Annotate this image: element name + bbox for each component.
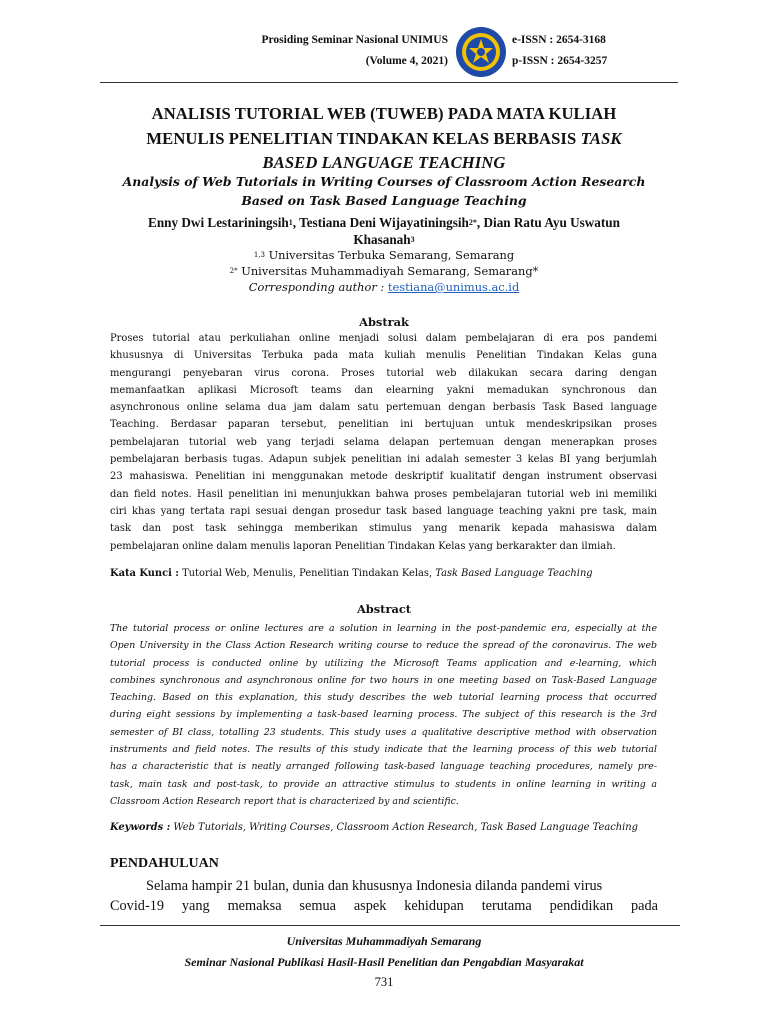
keywords-label: Keywords : — [110, 822, 171, 833]
abstrak-line: khususnya di Universitas Terbuka pada mata kuliah menulis Penelitian Tindakan Kelas guna — [110, 350, 657, 362]
abstrak-line: pembelajaran online dalam menulis laporan Penelitian Tindakan Kelas yang berkarakter dan ilmiah. — [110, 540, 616, 552]
abstrak-line: asynchronous online selama dua jam dalam satu pertemuan dengan berbasis Task Based language — [110, 402, 657, 414]
abstrak-line: dan field notes. Hasil penelitian ini menunjukkan bahwa proses pembelajaran tutorial web ini memiliki — [110, 488, 657, 500]
pendahuluan-body — [110, 876, 658, 916]
abstract-body — [110, 620, 657, 810]
header-left — [236, 30, 448, 72]
proceedings-name: Prosiding Seminar Nasional UNIMUS — [261, 34, 448, 46]
unimus-logo — [455, 26, 507, 78]
abstrak-line: memanfaatkan aplikasi Microsoft teams dan elearning yakni memadukan synchronous dan — [110, 384, 657, 396]
affiliation-1: $^{1,3}$ Universitas Terbuka Semarang, Semarang — [253, 248, 515, 262]
title-line-1: ANALISIS TUTORIAL WEB (TUWEB) PADA MATA KULIAH — [151, 104, 617, 123]
abstrak-line: mengurangi penyebaran virus corona. Proses tutorial web dilakukan secara daring dengan — [110, 367, 657, 379]
corresponding-author — [96, 279, 672, 295]
abstract-line: The tutorial process or online lectures are a solution in learning in the post-pandemic era, especially at the — [110, 623, 657, 634]
corresponding-label: Corresponding author : — [248, 280, 385, 294]
abstrak-line: Proses tutorial atau perkuliahan online menjadi solusi dalam pembelajaran di era pos pandemi — [110, 333, 657, 344]
footer-rule — [100, 925, 680, 926]
affiliation-2: $^{2*}$ Universitas Muhammadiyah Semarang, Semarang* — [229, 264, 539, 278]
page-number: 731 — [374, 975, 394, 989]
abstract-line: has a characteristic that is neatly arranged following task-based language teaching procedures, namely pre- — [110, 761, 657, 773]
paper-title — [96, 102, 672, 176]
kata-kunci-label: Kata Kunci : — [110, 568, 179, 579]
abstract-line: instruments and field notes. The results of this study indicate that the learning process of this web tutorial — [110, 744, 657, 756]
subtitle-line-1: Analysis of Web Tutorials in Writing Courses of Classroom Action Research — [122, 174, 646, 189]
author-3-cont: Khasanah — [353, 232, 411, 247]
abstrak-line: ciri khas yang tertata rapi sesuai dengan prosedur task based language teaching yakni pre task, main — [110, 505, 657, 517]
abstrak-line: task dan post task sehingga memberikan stimulus yang menarik kepada mahasiswa dalam — [110, 523, 657, 535]
header-right — [512, 30, 652, 72]
title-line-3: BASED LANGUAGE TEACHING — [262, 153, 506, 172]
abstract-heading: Abstract — [356, 602, 412, 616]
abstract-line: task, main task and post-task, to provide an attractive stimulus to students in online learning in writing a — [110, 778, 657, 790]
abstract-line: combines synchronous and asynchronous online for two hours in one meeting based on Task-Based Language — [110, 674, 657, 686]
volume-label: (Volume 4, 2021) — [365, 55, 448, 67]
abstrak-heading: Abstrak — [359, 315, 409, 329]
abstrak-line: 23 mahasiswa. Penelitian ini menggunakan metode deskriptif kualitatif dengan instrument observasi — [110, 471, 657, 483]
pendahuluan-heading: PENDAHULUAN — [110, 856, 219, 871]
abstrak-body — [110, 330, 657, 555]
kata-kunci: Kata Kunci : Tutorial Web, Menulis, Penelitian Tindakan Kelas, Task Based Language Teaching — [110, 568, 593, 579]
abstract-line: semester of BI class, totalling 23 students. This study uses a qualitative descriptive method with observation — [110, 726, 657, 738]
pissn: p-ISSN : 2654-3257 — [512, 55, 608, 67]
abstract-line: Classroom Action Research report that is characterized by and scientific. — [110, 795, 459, 807]
pendahuluan-line: Selama hampir 21 bulan, dunia dan khususnya Indonesia dilanda pandemi virus — [146, 878, 603, 894]
footer-seminar: Seminar Nasional Publikasi Hasil-Hasil Penelitian dan Pengabdian Masyarakat — [184, 955, 584, 969]
abstrak-line: Teaching. Berdasar paparan tersebut, penelitian ini bertujuan untuk mendeskripsikan proses — [110, 419, 657, 431]
eissn: e-ISSN : 2654-3168 — [512, 34, 606, 46]
paper-subtitle — [96, 173, 672, 210]
author-list: Enny Dwi Lestariningsih$^1$, Testiana Deni Wijayatiningsih$^{2*}$, Dian Ratu Ayu Uswatun Khasanah$^3$ — [148, 215, 620, 247]
title-line-2: MENULIS PENELITIAN TINDAKAN KELAS BERBASIS TASK — [146, 128, 622, 148]
subtitle-line-2: Based on Task Based Language Teaching — [241, 192, 527, 208]
header-rule — [100, 82, 678, 83]
footer-university: Universitas Muhammadiyah Semarang — [286, 934, 482, 948]
pendahuluan-line: Covid-19 yang memaksa semua aspek kehidupan terutama pendidikan pada — [110, 898, 658, 914]
abstrak-line: pembelajaran berbasis tugas. Adapun subjek penelitian ini adalah semester 3 kelas BI yang berjumlah — [110, 454, 657, 466]
author-1: Enny Dwi Lestariningsih — [148, 215, 289, 230]
abstrak-line: pembelajaran tutorial web yang terjadi selama delapan pertemuan dengan menerapkan proses — [110, 436, 657, 448]
author-2: , Testiana Deni Wijayatiningsih — [292, 215, 469, 230]
keywords: Keywords : Web Tutorials, Writing Courses, Classroom Action Research, Task Based Language Teaching — [110, 822, 638, 833]
author-3: , Dian Ratu Ayu Uswatun — [476, 215, 620, 230]
abstract-line: during eight sessions by implementing a task-based learning process. The subject of this research is the 3rd — [110, 709, 657, 721]
abstract-line: Open University in the Class Action Research writing course to reduce the spread of the coronavirus. The web — [110, 640, 657, 652]
abstract-line: tutorial process is conducted online by utilizing the Microsoft Teams application and e-learning, which — [110, 657, 657, 669]
abstract-line: Teaching. Based on this explanation, this study describes the web tutorial learning process that occurred — [110, 692, 657, 704]
corresponding-email-link[interactable]: testiana@unimus.ac.id — [387, 280, 520, 294]
